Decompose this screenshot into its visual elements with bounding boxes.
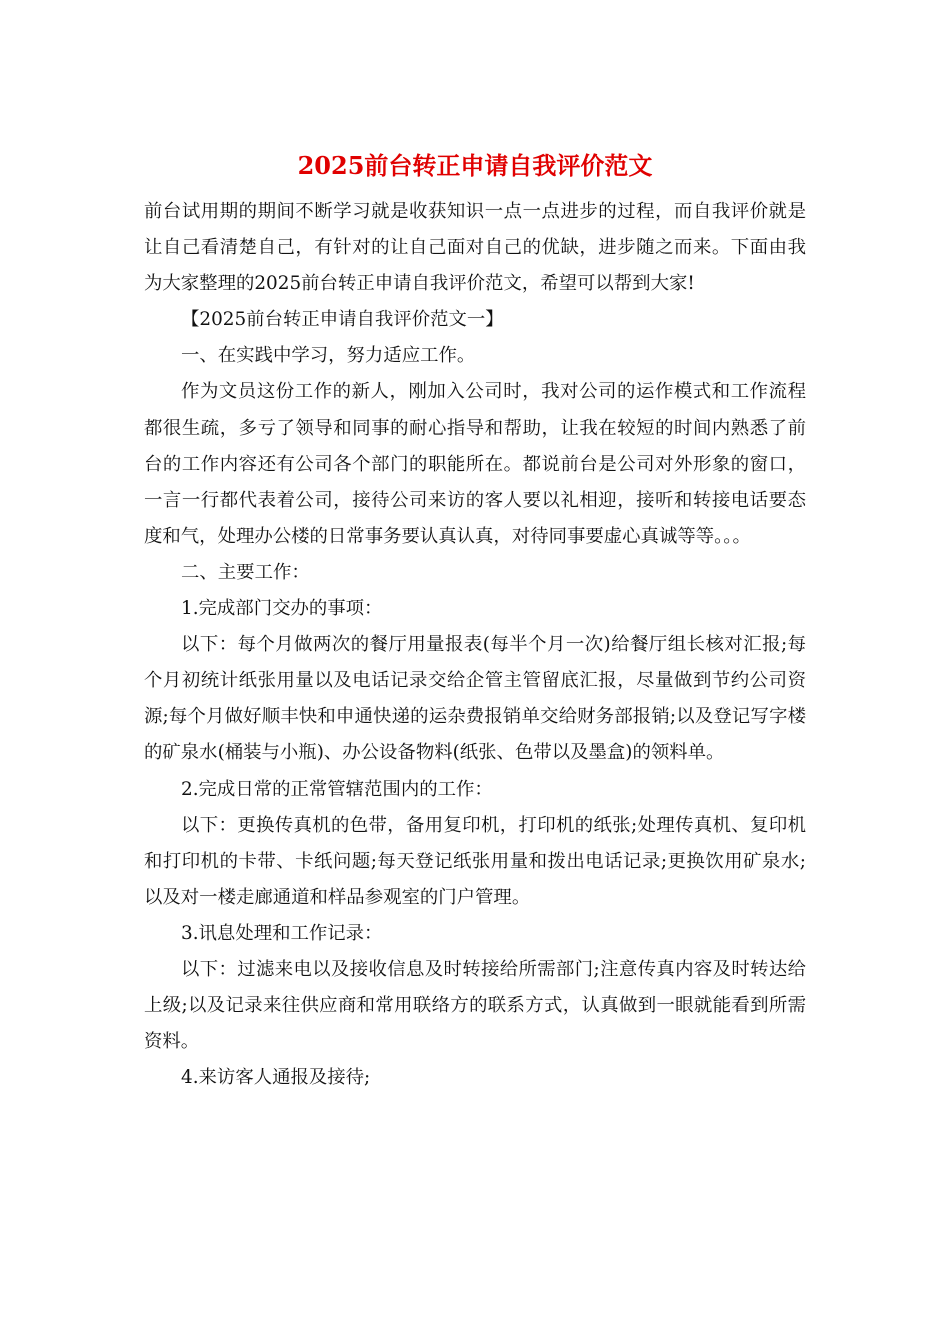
item-4-heading: 4.来访客人通报及接待; [181, 1067, 371, 1089]
item-2-paragraph: 以下：更换传真机的色带，备用复印机，打印机的纸张;处理传真机、复印机和打印机的卡带、卡纸问题;每天登记纸张用量和拨出电话记录;更换饮用矿泉水;以及对一楼走廊通道和样品参观室的门户管理。 [144, 814, 806, 908]
document-title: 2025前台转正申请自我评价范文 [297, 151, 653, 180]
heading-learning-in-practice: 一、在实践中学习，努力适应工作。 [181, 345, 476, 367]
item-1-heading: 1.完成部门交办的事项： [181, 598, 383, 620]
item-3-heading: 3.讯息处理和工作记录： [181, 922, 383, 944]
intro-paragraph: 前台试用期的期间不断学习就是收获知识一点一点进步的过程，而自我评价就是让自己看清楚自己，有针对的让自己面对自己的优缺，进步随之而来。下面由我为大家整理的2025前台转正申请自我评价范文，希望可以帮到大家! [144, 201, 806, 295]
item-3-paragraph: 以下：过滤来电以及接收信息及时转接给所需部门;注意传真内容及时转达给上级;以及记录来往供应商和常用联络方的联系方式，认真做到一眼就能看到所需资料。 [144, 958, 806, 1053]
item-1-paragraph: 以下：每个月做两次的餐厅用量报表(每半个月一次)给餐厅组长核对汇报;每个月初统计纸张用量以及电话记录交给企管主管留底汇报，尽量做到节约公司资源;每个月做好顺丰快和申通快递的运杂费报销单交给财务部报销;以及登记写字楼的矿泉水(桶装与小瓶)、办公设备物料(纸张、色带以及墨盒)的领料单。 [144, 634, 806, 764]
document-page [144, 148, 806, 1096]
heading-main-work: 二、主要工作： [181, 561, 310, 583]
section-heading-sample-one: 【2025前台转正申请自我评价范文一】 [181, 309, 504, 331]
item-2-heading: 2.完成日常的正常管辖范围内的工作： [181, 778, 493, 800]
paragraph-new-employee: 作为文员这份工作的新人，刚加入公司时，我对公司的运作模式和工作流程都很生疏，多亏了领导和同事的耐心指导和帮助，让我在较短的时间内熟悉了前台的工作内容还有公司各个部门的职能所在。都说前台是公司对外形象的窗口，一言一行都代表着公司，接待公司来访的客人要以礼相迎，接听和转接电话要态度和气，处理办公楼的日常事务要认真认真，对待同事要虚心真诚等等。。。 [144, 381, 806, 547]
